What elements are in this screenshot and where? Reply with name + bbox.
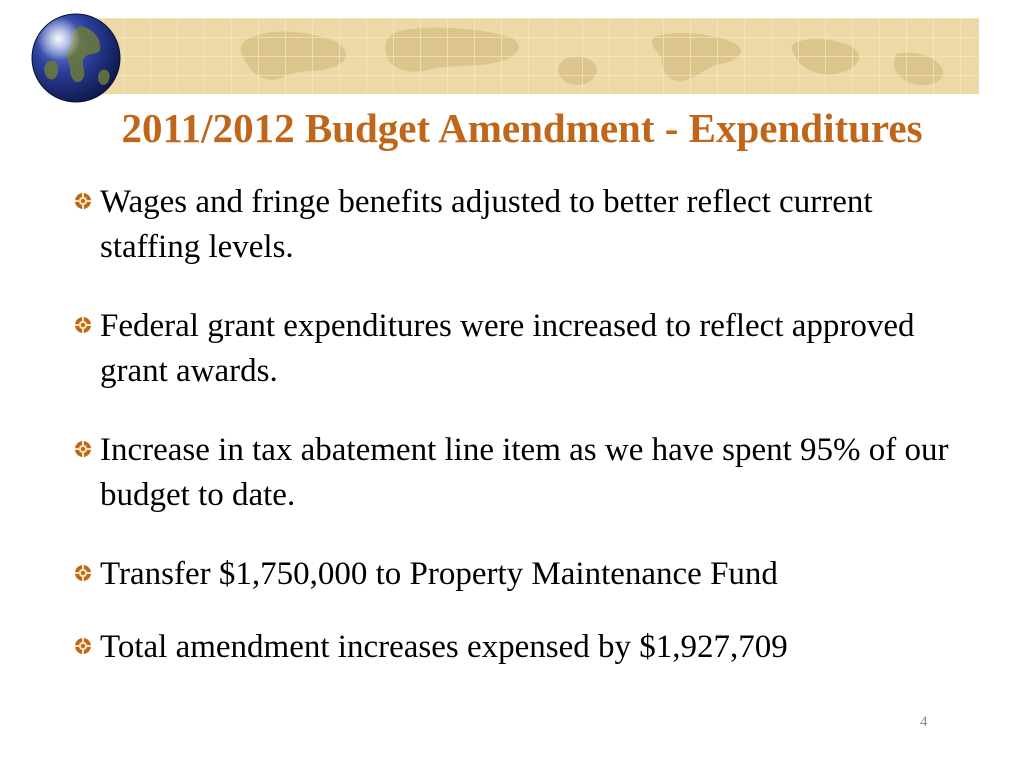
- bullet-text: Federal grant expenditures were increased to reflect approved grant awards.: [100, 308, 915, 389]
- bullet-item: [74, 304, 954, 394]
- bullet-icon: [74, 637, 92, 655]
- slide-title: 2011/2012 Budget Amendment - Expenditures: [121, 105, 923, 151]
- page-number: 4: [920, 714, 928, 730]
- bullet-item: [74, 552, 954, 597]
- bullet-text: Transfer $1,750,000 to Property Maintenance Fund: [100, 556, 778, 592]
- bullet-icon: [74, 440, 92, 458]
- world-map-banner: [96, 18, 979, 94]
- bullet-icon: [74, 192, 92, 210]
- bullet-item: [74, 625, 954, 670]
- bullet-item: [74, 428, 954, 518]
- bullet-icon: [74, 564, 92, 582]
- globe-icon: [30, 12, 122, 104]
- bullet-item: [74, 180, 954, 270]
- bullet-icon: [74, 316, 92, 334]
- bullet-text: Total amendment increases expensed by $1,927,709: [100, 629, 788, 665]
- bullet-text: Wages and fringe benefits adjusted to better reflect current staffing levels.: [100, 184, 873, 265]
- bullet-text: Increase in tax abatement line item as we have spent 95% of our budget to date.: [100, 432, 949, 513]
- bullet-list: [74, 180, 954, 698]
